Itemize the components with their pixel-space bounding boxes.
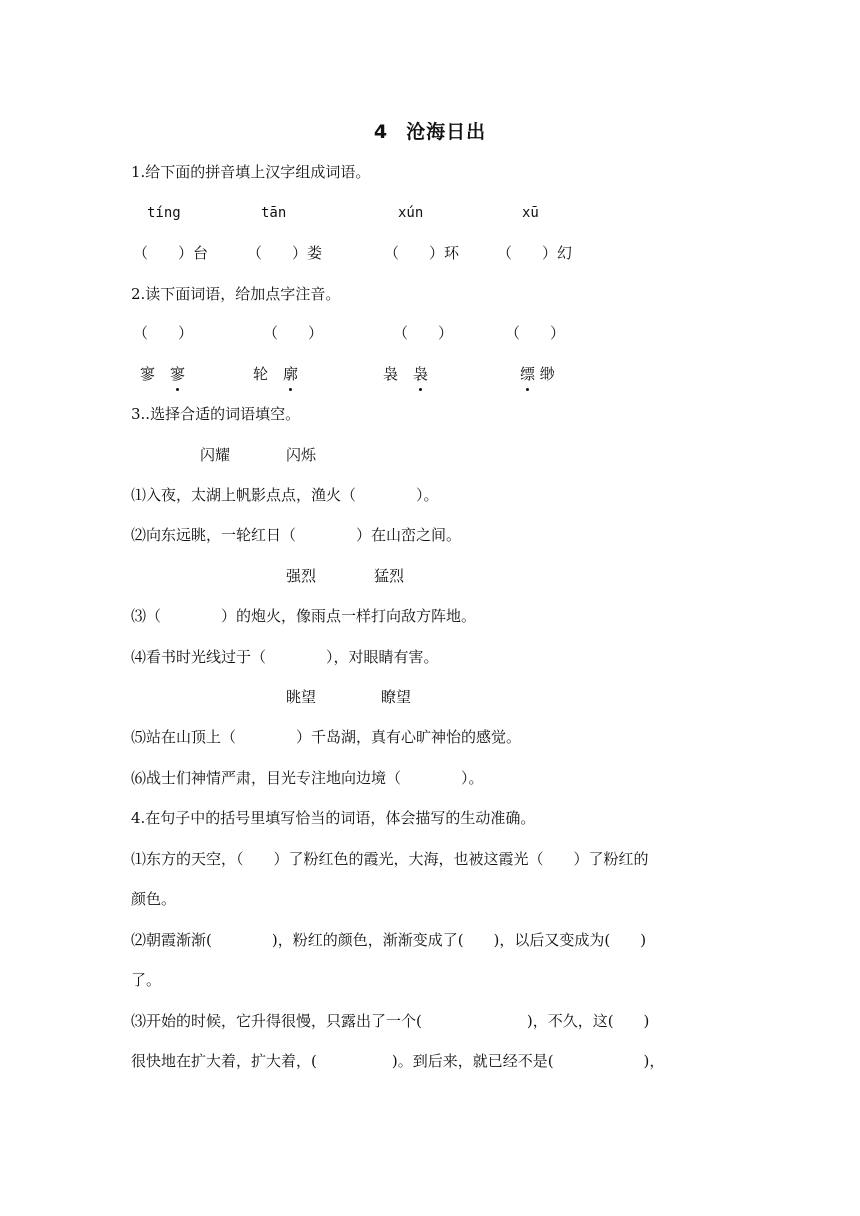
q2-prompt: 2.读下面词语，给加点字注音。 bbox=[131, 285, 341, 303]
q4-prompt: 4.在句子中的括号里填写恰当的词语，体会描写的生动准确。 bbox=[131, 809, 536, 827]
q2-blank-2[interactable]: （ ） bbox=[263, 324, 324, 342]
q1-blank-3[interactable]: （ ）环 bbox=[384, 244, 460, 262]
q1-pinyin-4: xū bbox=[522, 205, 539, 221]
q3-prompt: 3..选择合适的词语填空。 bbox=[131, 405, 301, 423]
q3-sentence-6: ⑹战士们神情严肃，目光专注地向边境（ ）。 bbox=[131, 769, 484, 787]
q3-option-3b: 瞭望 bbox=[381, 688, 412, 706]
q2-word-4-char-1-dotted: 缥 bbox=[520, 365, 536, 383]
q4-sentence-3-line-2: 很快地在扩大着，扩大着，( )。到后来，就已经不是( )， bbox=[131, 1052, 665, 1070]
q2-word-2 bbox=[253, 364, 298, 384]
q1-pinyin-2: tān bbox=[261, 205, 287, 221]
q2-word-3 bbox=[383, 364, 428, 384]
q2-word-3-char-1: 袅 bbox=[383, 365, 399, 383]
q3-sentence-3: ⑶（ ）的炮火，像雨点一样打向敌方阵地。 bbox=[131, 607, 477, 625]
q2-word-4-char-2: 缈 bbox=[539, 365, 555, 383]
q1-blank-4[interactable]: （ ）幻 bbox=[497, 244, 573, 262]
q3-option-3a: 眺望 bbox=[286, 688, 317, 706]
q2-blank-1[interactable]: （ ） bbox=[133, 324, 194, 342]
lesson-number: 4 bbox=[373, 121, 389, 143]
q2-blank-4[interactable]: （ ） bbox=[505, 324, 566, 342]
lesson-title-text: 沧海日出 bbox=[406, 121, 487, 143]
q3-sentence-2: ⑵向东远眺，一轮红日（ ）在山峦之间。 bbox=[131, 526, 462, 544]
q2-word-1 bbox=[140, 364, 185, 384]
q1-blank-1[interactable]: （ ）台 bbox=[133, 244, 209, 262]
q3-sentence-4: ⑷看书时光线过于（ ），对眼睛有害。 bbox=[131, 648, 439, 666]
q4-sentence-2-line-2: 了。 bbox=[131, 971, 162, 989]
q4-sentence-2-line-1: ⑵朝霞渐渐( )，粉红的颜色，渐渐变成了( )，以后又变成为( ) bbox=[131, 931, 647, 949]
q1-prompt: 1.给下面的拼音填上汉字组成词语。 bbox=[131, 163, 371, 181]
q3-option-1a: 闪耀 bbox=[200, 446, 231, 464]
q2-word-3-char-2-dotted: 袅 bbox=[413, 365, 429, 383]
q1-blank-2[interactable]: （ ）娄 bbox=[247, 244, 323, 262]
q3-option-1b: 闪烁 bbox=[286, 446, 317, 464]
q3-option-2a: 强烈 bbox=[286, 567, 317, 585]
q4-sentence-1-line-1: ⑴东方的天空，（ ）了粉红色的霞光，大海，也被这霞光（ ）了粉红的 bbox=[131, 850, 649, 868]
q1-pinyin-1: tíng bbox=[147, 205, 181, 221]
q3-option-2b: 猛烈 bbox=[374, 567, 405, 585]
q2-blank-3[interactable]: （ ） bbox=[393, 324, 454, 342]
q2-word-4 bbox=[520, 364, 555, 384]
q2-word-2-char-1: 轮 bbox=[253, 365, 269, 383]
q4-sentence-3-line-1: ⑶开始的时候，它升得很慢，只露出了一个( )，不久，这( ) bbox=[131, 1012, 650, 1030]
lesson-title bbox=[0, 117, 860, 144]
q3-sentence-1: ⑴入夜，太湖上帆影点点，渔火（ ）。 bbox=[131, 486, 439, 504]
q1-pinyin-3: xún bbox=[398, 205, 424, 221]
q2-word-1-char-2-dotted: 寥 bbox=[170, 365, 186, 383]
q3-sentence-5: ⑸站在山顶上（ ）千岛湖，真有心旷神怡的感觉。 bbox=[131, 728, 522, 746]
q2-word-2-char-2-dotted: 廓 bbox=[283, 365, 299, 383]
q2-word-1-char-1: 寥 bbox=[140, 365, 156, 383]
q4-sentence-1-line-2: 颜色。 bbox=[131, 890, 177, 908]
